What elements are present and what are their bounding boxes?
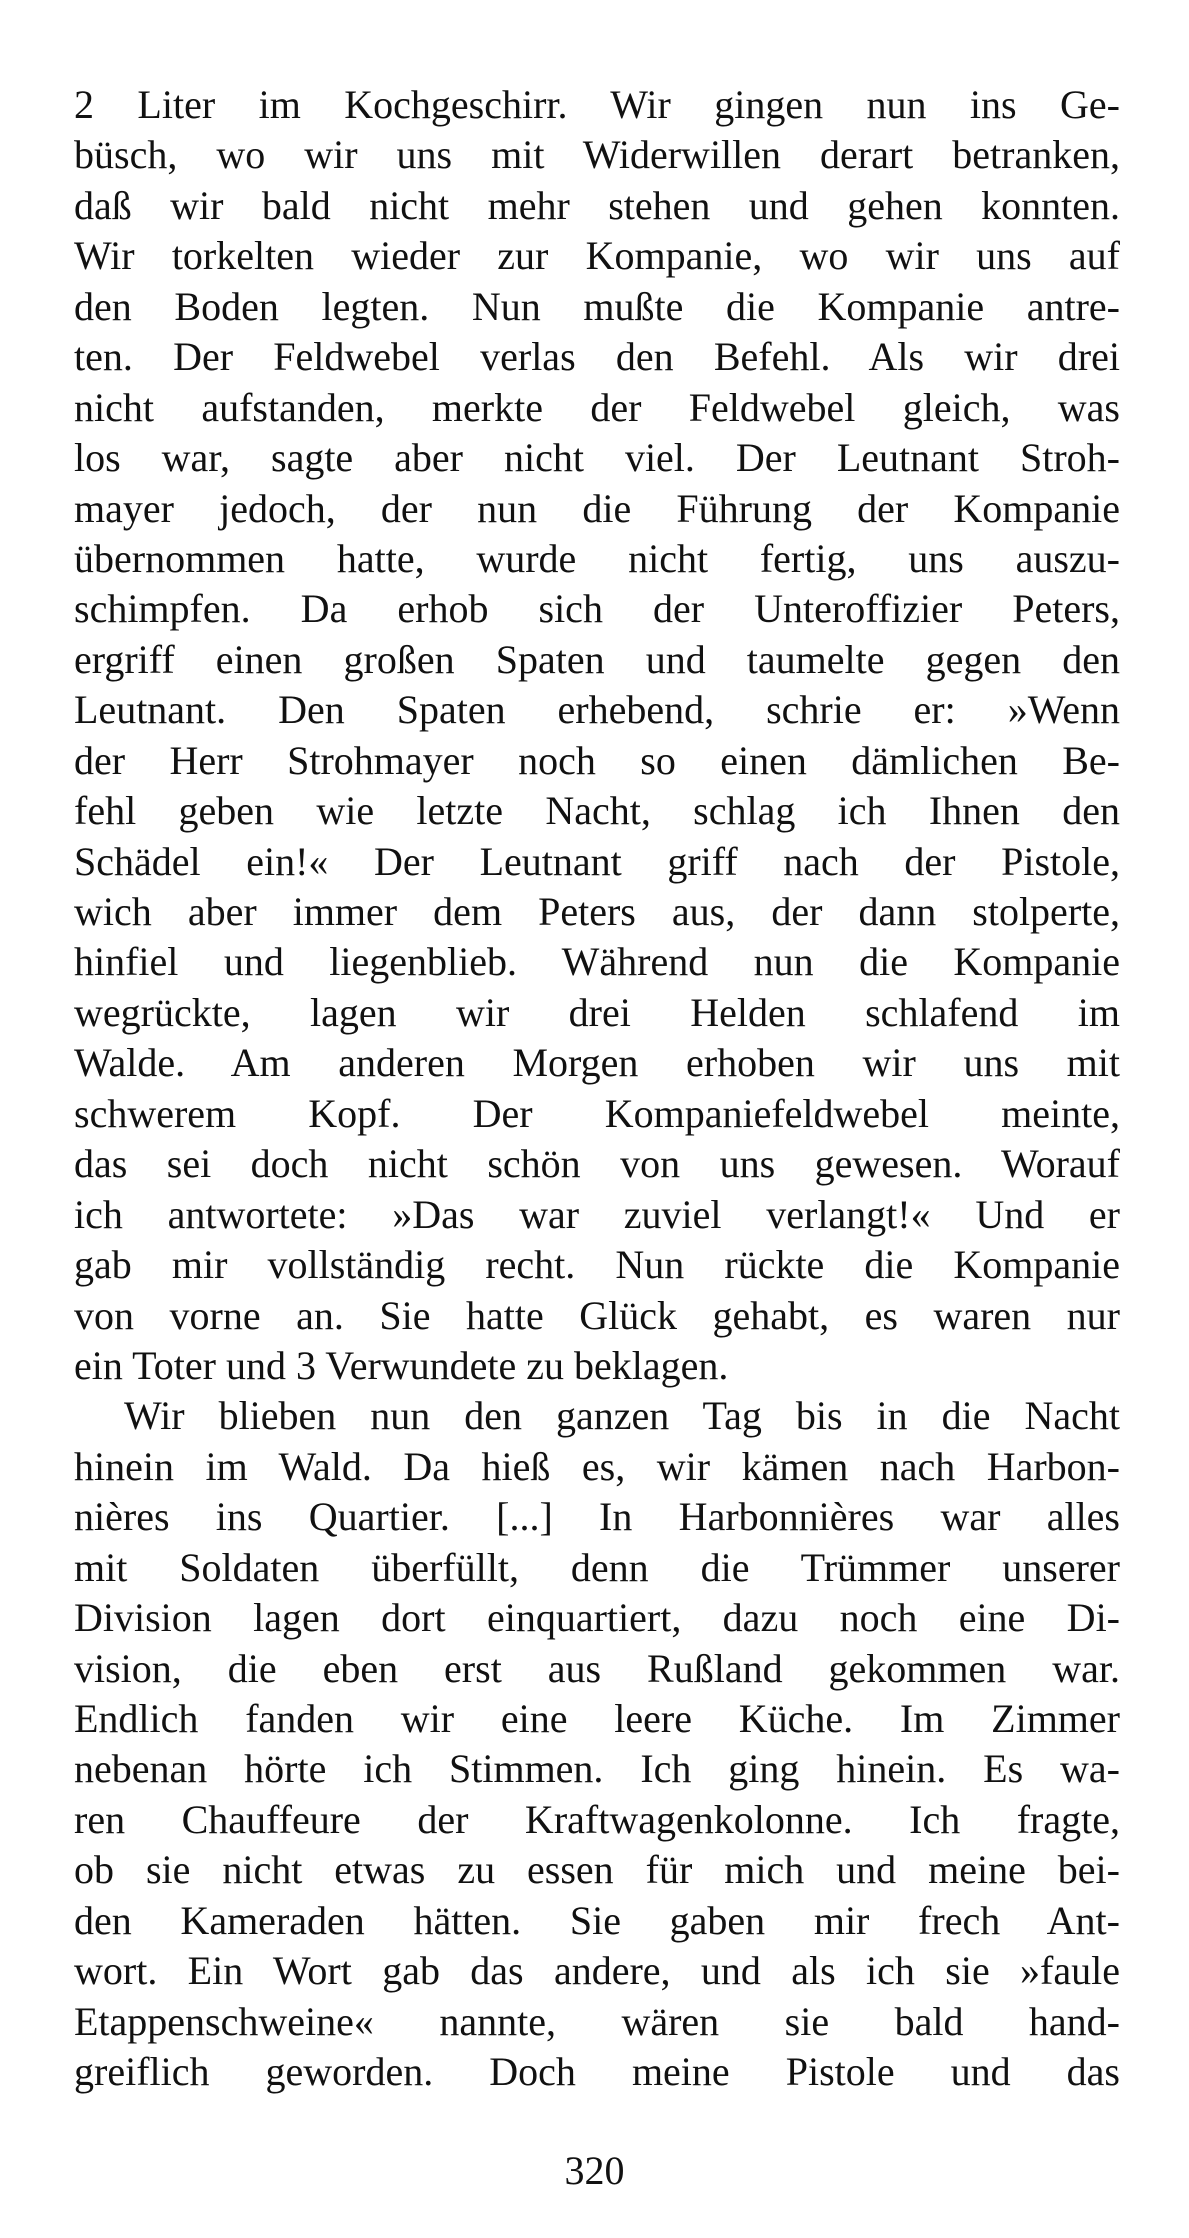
text-line: Walde. Am anderen Morgen erhoben wir uns mit <box>74 1040 1120 1086</box>
page-number: 320 <box>564 2148 625 2193</box>
text-line: gab mir vollständig recht. Nun rückte die Kompanie <box>74 1242 1120 1288</box>
text-line: wegrückte, lagen wir drei Helden schlafend im <box>74 989 1120 1035</box>
text-line: ergriff einen großen Spaten und taumelte gegen den <box>74 636 1120 682</box>
text-line: nières ins Quartier. [...] In Harbonnières war alles <box>74 1494 1120 1540</box>
text-line: vision, die eben erst aus Rußland gekommen war. <box>74 1645 1120 1691</box>
text-line: Endlich fanden wir eine leere Küche. Im Zimmer <box>74 1696 1120 1741</box>
text-line: Etappenschweine« nannte, wären sie bald hand- <box>74 1998 1120 2044</box>
text-line: nicht aufstanden, merkte der Feldwebel gleich, was <box>74 384 1120 430</box>
text-line: ich antwortete: »Das war zuviel verlangt!« Und er <box>74 1191 1120 1237</box>
text-line: von vorne an. Sie hatte Glück gehabt, es waren nur <box>74 1292 1120 1338</box>
text-line: fehl geben wie letzte Nacht, schlag ich Ihnen den <box>74 788 1120 834</box>
text-line: greiflich geworden. Doch meine Pistole und das <box>74 2049 1120 2095</box>
text-line: daß wir bald nicht mehr stehen und gehen konnten. <box>74 182 1120 228</box>
text-line: schwerem Kopf. Der Kompaniefeldwebel meinte, <box>74 1090 1120 1136</box>
text-line: wich aber immer dem Peters aus, der dann stolperte, <box>74 889 1120 934</box>
text-line: mayer jedoch, der nun die Führung der Kompanie <box>74 485 1120 531</box>
text-line: Wir torkelten wieder zur Kompanie, wo wir uns auf <box>74 233 1120 279</box>
text-line: ten. Der Feldwebel verlas den Befehl. Als wir drei <box>74 334 1120 380</box>
body-text <box>74 80 1120 2098</box>
text-line: nebenan hörte ich Stimmen. Ich ging hinein. Es wa- <box>74 1746 1120 1792</box>
text-line: ob sie nicht etwas zu essen für mich und meine bei- <box>74 1847 1120 1893</box>
text-line: das sei doch nicht schön von uns gewesen. Worauf <box>74 1141 1120 1187</box>
text-line: übernommen hatte, wurde nicht fertig, uns auszu- <box>74 535 1120 581</box>
text-line: Schädel ein!« Der Leutnant griff nach der Pistole, <box>74 838 1120 884</box>
text-line: 2 Liter im Kochgeschirr. Wir gingen nun ins Ge- <box>74 82 1120 127</box>
text-line: schimpfen. Da erhob sich der Unteroffizier Peters, <box>74 586 1120 632</box>
text-line: den Kameraden hätten. Sie gaben mir frech Ant- <box>74 1897 1120 1943</box>
text-line: mit Soldaten überfüllt, denn die Trümmer unserer <box>74 1544 1120 1590</box>
text-line: wort. Ein Wort gab das andere, und als ich sie »faule <box>74 1948 1120 1994</box>
text-line: los war, sagte aber nicht viel. Der Leutnant Stroh- <box>74 435 1120 481</box>
text-line: den Boden legten. Nun mußte die Kompanie antre- <box>74 283 1120 329</box>
text-line: hinfiel und liegenblieb. Während nun die Kompanie <box>74 939 1120 985</box>
text-line: ren Chauffeure der Kraftwagenkolonne. Ich fragte, <box>74 1796 1120 1842</box>
text-line: hinein im Wald. Da hieß es, wir kämen nach Harbon- <box>74 1443 1120 1489</box>
text-line: Leutnant. Den Spaten erhebend, schrie er: »Wenn <box>74 687 1120 733</box>
text-line: büsch, wo wir uns mit Widerwillen derart betranken, <box>74 132 1120 178</box>
text-line: Wir blieben nun den ganzen Tag bis in die Nacht <box>124 1393 1120 1439</box>
text-line: ein Toter und 3 Verwundete zu beklagen. <box>74 1342 729 1388</box>
text-line: der Herr Strohmayer noch so einen dämlichen Be- <box>74 737 1120 783</box>
text-line: Division lagen dort einquartiert, dazu noch eine Di- <box>74 1595 1120 1641</box>
